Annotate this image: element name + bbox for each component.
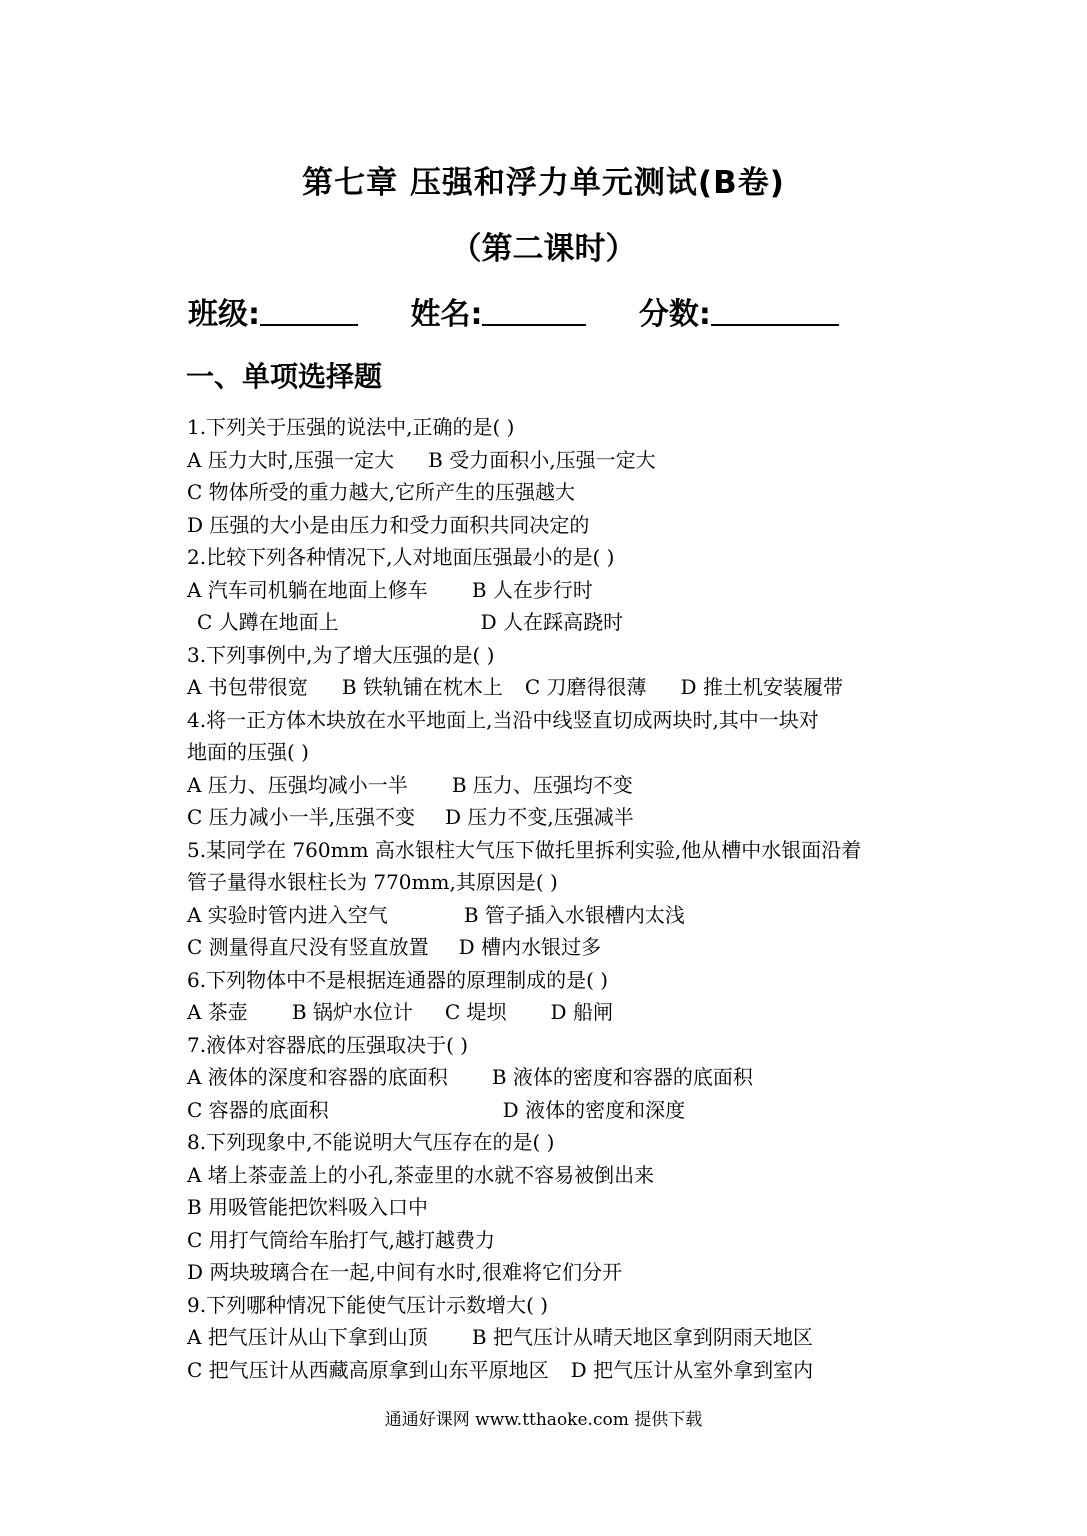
answer-option: B 把气压计从晴天地区拿到阴雨天地区 bbox=[471, 1325, 813, 1349]
answer-option: A 实验时管内进入空气 bbox=[187, 902, 388, 927]
answer-option: A 压力、压强均减小一半 bbox=[187, 772, 408, 797]
option-line bbox=[187, 476, 917, 509]
answer-option: B 锅炉水位计 bbox=[291, 1000, 413, 1024]
option-line bbox=[187, 509, 917, 542]
question-item bbox=[187, 834, 917, 964]
option-line bbox=[187, 444, 917, 477]
option-line bbox=[187, 1354, 917, 1387]
option-line bbox=[187, 1224, 917, 1257]
question-stem: 3.下列事例中,为了增大压强的是( ) bbox=[187, 642, 495, 667]
option-line bbox=[187, 996, 917, 1029]
answer-option: D 液体的密度和深度 bbox=[502, 1097, 686, 1122]
question-item bbox=[187, 1029, 917, 1127]
name-label: 姓名: bbox=[410, 297, 483, 332]
answer-option: D 船闸 bbox=[550, 1000, 613, 1024]
answer-option: B 用吸管能把饮料吸入口中 bbox=[187, 1195, 429, 1219]
answer-option: B 人在步行时 bbox=[471, 577, 593, 602]
option-line bbox=[187, 899, 917, 932]
answer-option: C 人蹲在地面上 bbox=[197, 610, 339, 634]
class-field bbox=[188, 294, 358, 336]
answer-option: C 压力减小一半,压强不变 bbox=[187, 805, 416, 829]
answer-option: D 两块玻璃合在一起,中间有水时,很难将它们分开 bbox=[187, 1260, 623, 1284]
score-blank[interactable] bbox=[711, 294, 839, 326]
answer-option: A 茶壶 bbox=[187, 1000, 248, 1024]
question-stem: 9.下列哪种情况下能使气压计示数增大( ) bbox=[187, 1292, 549, 1317]
question-item bbox=[187, 704, 917, 834]
answer-option: C 堤坝 bbox=[444, 1000, 507, 1024]
question-item bbox=[187, 541, 917, 639]
question-item bbox=[187, 1126, 917, 1289]
answer-option: D 人在踩高跷时 bbox=[480, 610, 624, 634]
question-item bbox=[187, 411, 917, 541]
question-stem: 1.下列关于压强的说法中,正确的是( ) bbox=[187, 415, 515, 439]
answer-option: A 汽车司机躺在地面上修车 bbox=[187, 577, 428, 602]
name-blank[interactable] bbox=[482, 294, 586, 326]
question-stem: 5.某同学在 760mm 高水银柱大气压下做托里拆利实验,他从槽中水银面沿着 bbox=[187, 837, 862, 862]
answer-option: A 把气压计从山下拿到山顶 bbox=[187, 1325, 428, 1349]
question-stem: 7.液体对容器底的压强取决于( ) bbox=[187, 1032, 469, 1057]
option-line bbox=[187, 801, 917, 834]
question-item bbox=[187, 1289, 917, 1387]
answer-option: D 把气压计从室外拿到室内 bbox=[570, 1357, 814, 1382]
class-label: 班级: bbox=[188, 297, 260, 332]
option-line bbox=[187, 574, 917, 607]
option-line bbox=[187, 769, 917, 802]
answer-option: D 压力不变,压强减半 bbox=[445, 805, 634, 829]
option-line bbox=[187, 606, 917, 639]
answer-option: D 槽内水银过多 bbox=[458, 935, 602, 959]
question-stem: 4.将一正方体木块放在水平地面上,当沿中线竖直切成两块时,其中一块对 bbox=[187, 707, 819, 732]
class-blank[interactable] bbox=[260, 294, 358, 326]
answer-option: B 铁轨铺在枕木上 bbox=[341, 675, 503, 699]
answer-option: C 测量得直尺没有竖直放置 bbox=[187, 935, 429, 959]
answer-option: C 刀磨得很薄 bbox=[524, 675, 647, 699]
option-line bbox=[187, 1061, 917, 1094]
score-field bbox=[639, 294, 839, 336]
question-stem: 6.下列物体中不是根据连通器的原理制成的是( ) bbox=[187, 967, 609, 992]
answer-option: B 压力、压强均不变 bbox=[451, 772, 633, 797]
option-line bbox=[187, 1256, 917, 1289]
question-stem: 2.比较下列各种情况下,人对地面压强最小的是( ) bbox=[187, 545, 615, 569]
answer-option: D 压强的大小是由压力和受力面积共同决定的 bbox=[187, 512, 590, 537]
question-stem: 管子量得水银柱长为 770mm,其原因是( ) bbox=[187, 870, 558, 894]
answer-option: B 管子插入水银槽内太浅 bbox=[463, 902, 685, 927]
page-subtitle: （第二课时） bbox=[450, 231, 637, 267]
answer-option: A 书包带很宽 bbox=[187, 675, 308, 699]
answer-option: B 液体的密度和容器的底面积 bbox=[491, 1065, 753, 1089]
option-line bbox=[187, 1321, 917, 1354]
option-line bbox=[187, 1159, 917, 1192]
question-list bbox=[187, 411, 917, 1386]
answer-option: C 容器的底面积 bbox=[187, 1097, 329, 1122]
option-line bbox=[187, 931, 917, 964]
student-info-row bbox=[188, 294, 839, 336]
question-stem: 地面的压强( ) bbox=[187, 740, 309, 764]
answer-option: D 推土机安装履带 bbox=[680, 675, 843, 699]
question-stem: 8.下列现象中,不能说明大气压存在的是( ) bbox=[187, 1130, 555, 1154]
option-line bbox=[187, 671, 917, 704]
answer-option: A 压力大时,压强一定大 bbox=[187, 447, 395, 472]
option-line bbox=[187, 1094, 917, 1127]
answer-option: A 液体的深度和容器的底面积 bbox=[187, 1065, 448, 1089]
footer-text: 通通好课网 www.tthaoke.com 提供下载 bbox=[384, 1410, 703, 1430]
question-item bbox=[187, 964, 917, 1029]
answer-option: C 用打气筒给车胎打气,越打越费力 bbox=[187, 1227, 496, 1252]
page-title: 第七章 压强和浮力单元测试(B卷) bbox=[302, 165, 785, 201]
section-title: 一、单项选择题 bbox=[186, 360, 383, 393]
score-label: 分数: bbox=[638, 297, 711, 332]
answer-option: A 堵上茶壶盖上的小孔,茶壶里的水就不容易被倒出来 bbox=[187, 1162, 655, 1187]
answer-option: C 把气压计从西藏高原拿到山东平原地区 bbox=[187, 1357, 549, 1382]
question-item bbox=[187, 639, 917, 704]
answer-option: C 物体所受的重力越大,它所产生的压强越大 bbox=[187, 480, 576, 504]
answer-option: B 受力面积小,压强一定大 bbox=[428, 447, 656, 472]
option-line bbox=[187, 1191, 917, 1224]
name-field bbox=[410, 294, 586, 336]
